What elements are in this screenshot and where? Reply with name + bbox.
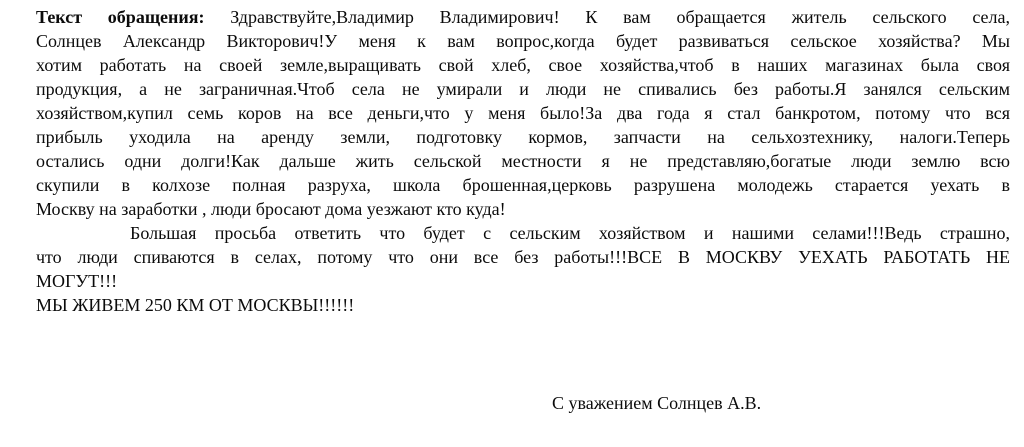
- signature: С уважением Солнцев А.В.: [552, 393, 762, 413]
- letter-line: МЫ ЖИВЕМ 250 КМ ОТ МОСКВЫ!!!!!!: [36, 295, 355, 315]
- letter-line: Москву на заработки , люди бросают дома уезжают кто куда!: [36, 199, 506, 219]
- letter-line: прибыль уходила на аренду земли, подготовку кормов, запчасти на сельхозтехнику, налоги.Теперь: [36, 127, 1010, 147]
- letter-line: [36, 5, 1010, 29]
- letter-line: хотим работать на своей земле,выращивать свой хлеб, свое хозяйства,чтоб в наших магазинах была своя: [36, 55, 1010, 75]
- letter-line: остались одни долги!Как дальше жить сельской местности я не представляю,богатые люди землю всю: [36, 151, 1010, 171]
- letter-line: хозяйством,купил семь коров на все деньги,что у меня было!За два года я стал банкротом, потому что вся: [36, 103, 1010, 123]
- letter-line: что люди спиваются в селах, потому что они все без работы!!!ВСЕ В МОСКВУ УЕХАТЬ РАБОТАТЬ НЕ: [36, 247, 1010, 267]
- letter-line: Солнцев Александр Викторович!У меня к вам вопрос,когда будет развиваться сельское хозяйства? Мы: [36, 31, 1010, 51]
- letter-line: Большая просьба ответить что будет с сельским хозяйством и нашими селами!!!Ведь страшно,: [130, 223, 1010, 243]
- letter-line: скупили в колхозе полная разруха, школа брошенная,церковь разрушена молодежь старается уехать в: [36, 175, 1010, 195]
- letter-field-label: Текст обращения:: [36, 7, 205, 27]
- letter-line: продукция, а не заграничная.Чтоб села не умирали и люди не спивались без работы.Я занялся сельским: [36, 79, 1010, 99]
- letter-opening-text: Здравствуйте,Владимир Владимирович! К вам обращается житель сельского села,: [230, 7, 1010, 27]
- letter-line: МОГУТ!!!: [36, 271, 118, 291]
